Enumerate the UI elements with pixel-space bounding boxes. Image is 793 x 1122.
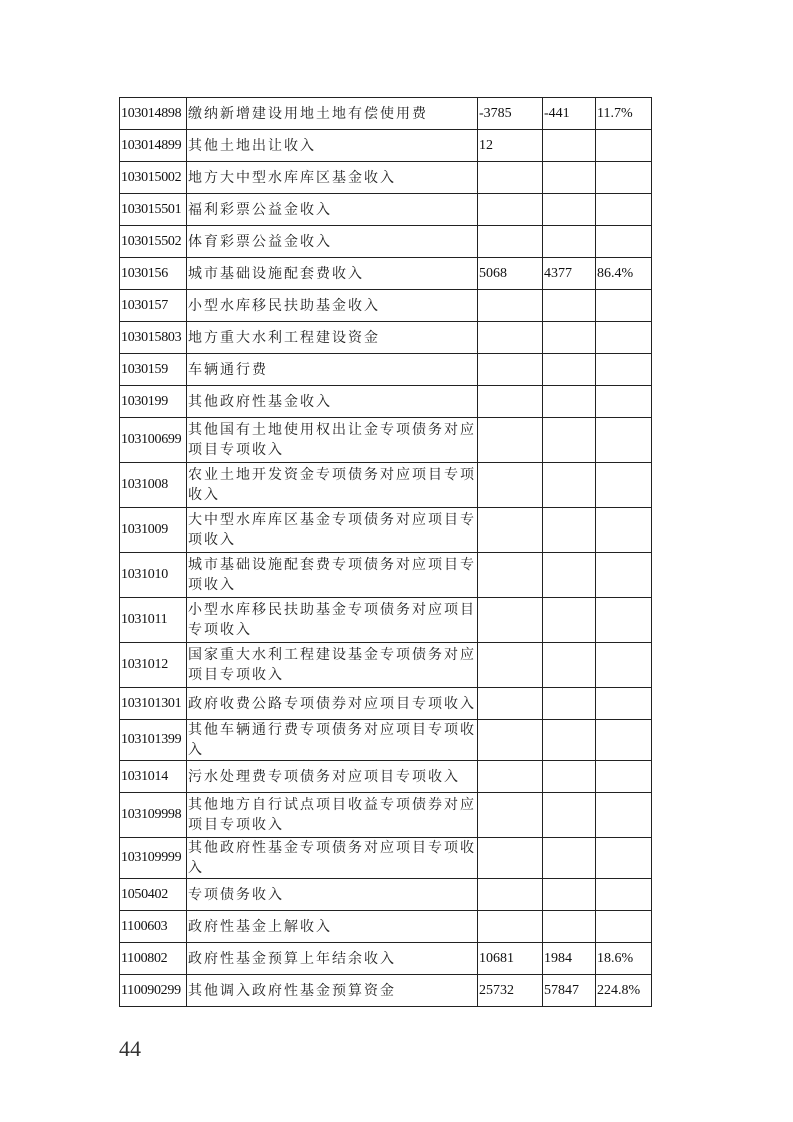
subject-name-cell: 小型水库移民扶助基金专项债务对应项目专项收入 (187, 598, 478, 643)
subject-name-cell: 政府性基金预算上年结余收入 (187, 943, 478, 975)
subject-name-cell: 农业土地开发资金专项债务对应项目专项收入 (187, 463, 478, 508)
subject-name-cell: 污水处理费专项债务对应项目专项收入 (187, 761, 478, 793)
table-row (120, 290, 652, 322)
budget-value-cell (478, 463, 543, 508)
actual-value-cell (543, 386, 596, 418)
budget-value-cell (478, 354, 543, 386)
percentage-cell (596, 322, 652, 354)
budget-value-cell (478, 643, 543, 688)
budget-value-cell (478, 720, 543, 761)
subject-code-cell: 1031008 (120, 463, 187, 508)
percentage-cell (596, 130, 652, 162)
actual-value-cell (543, 463, 596, 508)
subject-code-cell: 103109998 (120, 793, 187, 838)
budget-value-cell: -3785 (478, 98, 543, 130)
percentage-cell (596, 720, 652, 761)
actual-value-cell (543, 688, 596, 720)
table-row (120, 162, 652, 194)
budget-value-cell: 12 (478, 130, 543, 162)
subject-code-cell: 1030199 (120, 386, 187, 418)
budget-value-cell: 5068 (478, 258, 543, 290)
subject-code-cell: 1030156 (120, 258, 187, 290)
subject-name-cell: 城市基础设施配套费专项债务对应项目专项收入 (187, 553, 478, 598)
budget-value-cell (478, 761, 543, 793)
actual-value-cell (543, 130, 596, 162)
page-number: 44 (119, 1036, 141, 1061)
table-row (120, 322, 652, 354)
actual-value-cell (543, 879, 596, 911)
budget-value-cell (478, 793, 543, 838)
table-row (120, 943, 652, 975)
percentage-cell (596, 688, 652, 720)
table-row (120, 130, 652, 162)
subject-name-cell: 其他地方自行试点项目收益专项债券对应项目专项收入 (187, 793, 478, 838)
subject-name-cell: 政府收费公路专项债券对应项目专项收入 (187, 688, 478, 720)
actual-value-cell (543, 598, 596, 643)
actual-value-cell (543, 322, 596, 354)
actual-value-cell: 1984 (543, 943, 596, 975)
subject-code-cell: 103101399 (120, 720, 187, 761)
table-row (120, 508, 652, 553)
fund-revenue-table (119, 97, 652, 1007)
table-row (120, 975, 652, 1007)
subject-code-cell: 103015502 (120, 226, 187, 258)
subject-code-cell: 103015002 (120, 162, 187, 194)
table-row (120, 226, 652, 258)
actual-value-cell (543, 354, 596, 386)
actual-value-cell (543, 553, 596, 598)
budget-value-cell (478, 386, 543, 418)
subject-name-cell: 其他调入政府性基金预算资金 (187, 975, 478, 1007)
table-row (120, 643, 652, 688)
table-row (120, 838, 652, 879)
percentage-cell (596, 911, 652, 943)
subject-name-cell: 政府性基金上解收入 (187, 911, 478, 943)
table-row (120, 761, 652, 793)
budget-value-cell (478, 508, 543, 553)
percentage-cell (596, 761, 652, 793)
percentage-cell: 18.6% (596, 943, 652, 975)
budget-value-cell (478, 879, 543, 911)
percentage-cell (596, 598, 652, 643)
subject-code-cell: 103014899 (120, 130, 187, 162)
subject-name-cell: 地方大中型水库库区基金收入 (187, 162, 478, 194)
percentage-cell (596, 838, 652, 879)
percentage-cell: 224.8% (596, 975, 652, 1007)
budget-value-cell (478, 290, 543, 322)
actual-value-cell (543, 720, 596, 761)
budget-value-cell (478, 911, 543, 943)
budget-value-cell (478, 553, 543, 598)
subject-code-cell: 103015803 (120, 322, 187, 354)
percentage-cell: 86.4% (596, 258, 652, 290)
actual-value-cell (543, 761, 596, 793)
table-row (120, 720, 652, 761)
percentage-cell (596, 290, 652, 322)
subject-name-cell: 专项债务收入 (187, 879, 478, 911)
table-row (120, 553, 652, 598)
subject-code-cell: 1100603 (120, 911, 187, 943)
subject-name-cell: 小型水库移民扶助基金收入 (187, 290, 478, 322)
subject-name-cell: 其他政府性基金专项债务对应项目专项收入 (187, 838, 478, 879)
budget-value-cell (478, 688, 543, 720)
actual-value-cell: -441 (543, 98, 596, 130)
actual-value-cell: 4377 (543, 258, 596, 290)
subject-code-cell: 103101301 (120, 688, 187, 720)
percentage-cell: 11.7% (596, 98, 652, 130)
percentage-cell (596, 463, 652, 508)
subject-code-cell: 103109999 (120, 838, 187, 879)
actual-value-cell (543, 194, 596, 226)
budget-value-cell: 10681 (478, 943, 543, 975)
table-row (120, 793, 652, 838)
subject-code-cell: 1030157 (120, 290, 187, 322)
table-row (120, 418, 652, 463)
budget-value-cell (478, 598, 543, 643)
subject-code-cell: 110090299 (120, 975, 187, 1007)
subject-code-cell: 1031009 (120, 508, 187, 553)
percentage-cell (596, 418, 652, 463)
budget-value-cell (478, 194, 543, 226)
table-row (120, 386, 652, 418)
percentage-cell (596, 793, 652, 838)
actual-value-cell (543, 162, 596, 194)
table-row (120, 98, 652, 130)
subject-name-cell: 其他土地出让收入 (187, 130, 478, 162)
subject-name-cell: 大中型水库库区基金专项债务对应项目专项收入 (187, 508, 478, 553)
percentage-cell (596, 879, 652, 911)
subject-code-cell: 1050402 (120, 879, 187, 911)
table-body (120, 98, 652, 1007)
actual-value-cell (543, 290, 596, 322)
percentage-cell (596, 162, 652, 194)
percentage-cell (596, 386, 652, 418)
percentage-cell (596, 194, 652, 226)
percentage-cell (596, 553, 652, 598)
budget-value-cell (478, 838, 543, 879)
subject-code-cell: 1031010 (120, 553, 187, 598)
table-row (120, 463, 652, 508)
subject-name-cell: 福利彩票公益金收入 (187, 194, 478, 226)
percentage-cell (596, 643, 652, 688)
subject-name-cell: 地方重大水利工程建设资金 (187, 322, 478, 354)
subject-name-cell: 其他车辆通行费专项债务对应项目专项收入 (187, 720, 478, 761)
subject-name-cell: 其他国有土地使用权出让金专项债务对应项目专项收入 (187, 418, 478, 463)
subject-name-cell: 国家重大水利工程建设基金专项债务对应项目专项收入 (187, 643, 478, 688)
subject-code-cell: 1031014 (120, 761, 187, 793)
table-row (120, 354, 652, 386)
subject-code-cell: 103100699 (120, 418, 187, 463)
table-row (120, 911, 652, 943)
subject-code-cell: 1100802 (120, 943, 187, 975)
subject-name-cell: 其他政府性基金收入 (187, 386, 478, 418)
budget-value-cell (478, 226, 543, 258)
table-row (120, 688, 652, 720)
actual-value-cell (543, 643, 596, 688)
budget-value-cell (478, 418, 543, 463)
actual-value-cell (543, 911, 596, 943)
table-row (120, 194, 652, 226)
budget-value-cell (478, 162, 543, 194)
actual-value-cell (543, 226, 596, 258)
table-row (120, 598, 652, 643)
subject-code-cell: 103015501 (120, 194, 187, 226)
subject-code-cell: 1030159 (120, 354, 187, 386)
budget-value-cell (478, 322, 543, 354)
actual-value-cell: 57847 (543, 975, 596, 1007)
table-row (120, 879, 652, 911)
percentage-cell (596, 508, 652, 553)
subject-name-cell: 缴纳新增建设用地土地有偿使用费 (187, 98, 478, 130)
subject-name-cell: 体育彩票公益金收入 (187, 226, 478, 258)
actual-value-cell (543, 838, 596, 879)
subject-code-cell: 1031012 (120, 643, 187, 688)
table-row (120, 258, 652, 290)
actual-value-cell (543, 418, 596, 463)
actual-value-cell (543, 793, 596, 838)
subject-name-cell: 城市基础设施配套费收入 (187, 258, 478, 290)
subject-code-cell: 1031011 (120, 598, 187, 643)
actual-value-cell (543, 508, 596, 553)
subject-name-cell: 车辆通行费 (187, 354, 478, 386)
percentage-cell (596, 354, 652, 386)
percentage-cell (596, 226, 652, 258)
budget-value-cell: 25732 (478, 975, 543, 1007)
subject-code-cell: 103014898 (120, 98, 187, 130)
